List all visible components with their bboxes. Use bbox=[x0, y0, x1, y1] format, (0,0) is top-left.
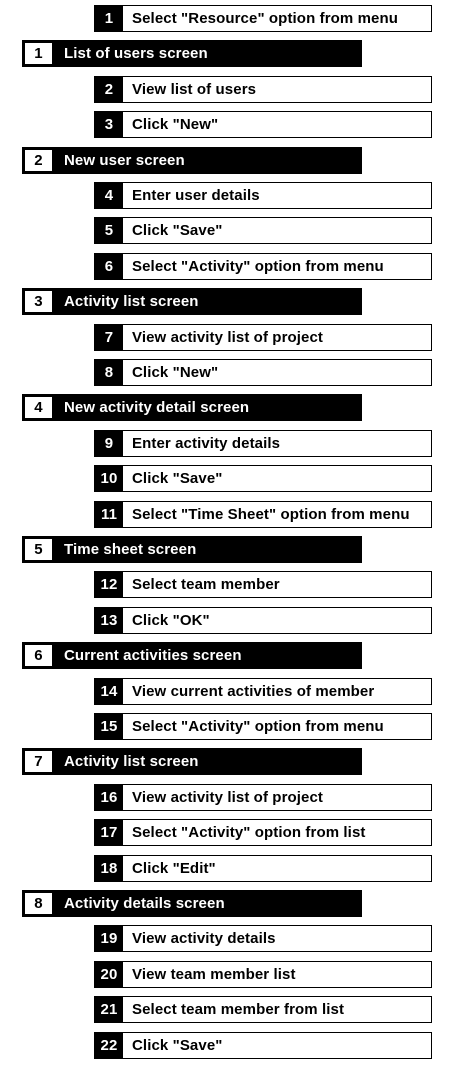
step-number: 1 bbox=[95, 6, 123, 31]
step-label: Select team member bbox=[132, 576, 280, 593]
step-label: View activity list of project bbox=[132, 789, 324, 806]
screen-number: 3 bbox=[25, 291, 52, 312]
step-label: Select team member from list bbox=[132, 1001, 345, 1018]
screen-box bbox=[22, 890, 362, 917]
step-label: Click "New" bbox=[132, 364, 219, 381]
step-label: View list of users bbox=[132, 81, 257, 98]
step-number: 8 bbox=[95, 360, 123, 385]
step-label: View current activities of member bbox=[132, 683, 375, 700]
step-box bbox=[94, 430, 432, 457]
screen-box bbox=[22, 394, 362, 421]
step-box bbox=[94, 76, 432, 103]
screen-label: Activity list screen bbox=[64, 293, 199, 310]
step-box bbox=[94, 465, 432, 492]
step-box bbox=[94, 571, 432, 598]
screen-number: 6 bbox=[25, 645, 52, 666]
step-box bbox=[94, 5, 432, 32]
screen-label: New user screen bbox=[64, 152, 185, 169]
screen-number: 7 bbox=[25, 751, 52, 772]
step-number: 7 bbox=[95, 325, 123, 350]
step-box bbox=[94, 961, 432, 988]
step-number: 4 bbox=[95, 183, 123, 208]
screen-box bbox=[22, 748, 362, 775]
step-number: 2 bbox=[95, 77, 123, 102]
step-label: Select "Activity" option from menu bbox=[132, 718, 384, 735]
step-box bbox=[94, 784, 432, 811]
step-number: 13 bbox=[95, 608, 123, 633]
step-number: 5 bbox=[95, 218, 123, 243]
step-number: 9 bbox=[95, 431, 123, 456]
step-label: Click "Save" bbox=[132, 470, 223, 487]
screen-label: Current activities screen bbox=[64, 647, 242, 664]
step-number: 19 bbox=[95, 926, 123, 951]
step-box bbox=[94, 111, 432, 138]
step-number: 15 bbox=[95, 714, 123, 739]
screen-label: Time sheet screen bbox=[64, 541, 197, 558]
screen-box bbox=[22, 147, 362, 174]
step-box bbox=[94, 501, 432, 528]
step-label: View activity list of project bbox=[132, 329, 324, 346]
step-label: Select "Activity" option from menu bbox=[132, 258, 384, 275]
step-box bbox=[94, 1032, 432, 1059]
step-number: 22 bbox=[95, 1033, 123, 1058]
screen-label: New activity detail screen bbox=[64, 399, 250, 416]
step-box bbox=[94, 253, 432, 280]
step-number: 16 bbox=[95, 785, 123, 810]
step-label: Click "Edit" bbox=[132, 860, 216, 877]
screen-number: 5 bbox=[25, 539, 52, 560]
step-number: 12 bbox=[95, 572, 123, 597]
step-label: Select "Resource" option from menu bbox=[132, 10, 399, 27]
screen-number: 4 bbox=[25, 397, 52, 418]
screen-box bbox=[22, 288, 362, 315]
step-box bbox=[94, 359, 432, 386]
screen-label: Activity details screen bbox=[64, 895, 225, 912]
step-number: 20 bbox=[95, 962, 123, 987]
step-number: 3 bbox=[95, 112, 123, 137]
step-box bbox=[94, 607, 432, 634]
step-number: 11 bbox=[95, 502, 123, 527]
step-label: Select "Time Sheet" option from menu bbox=[132, 506, 410, 523]
step-label: Click "New" bbox=[132, 116, 219, 133]
step-label: Enter user details bbox=[132, 187, 260, 204]
step-box bbox=[94, 925, 432, 952]
step-number: 21 bbox=[95, 997, 123, 1022]
step-box bbox=[94, 819, 432, 846]
step-label: Enter activity details bbox=[132, 435, 281, 452]
step-label: Click "OK" bbox=[132, 612, 210, 629]
step-box bbox=[94, 855, 432, 882]
screen-label: Activity list screen bbox=[64, 753, 199, 770]
screen-number: 8 bbox=[25, 893, 52, 914]
step-label: View team member list bbox=[132, 966, 296, 983]
screen-box bbox=[22, 642, 362, 669]
step-box bbox=[94, 996, 432, 1023]
screen-box bbox=[22, 536, 362, 563]
step-label: View activity details bbox=[132, 930, 276, 947]
step-box bbox=[94, 324, 432, 351]
step-number: 14 bbox=[95, 679, 123, 704]
step-number: 17 bbox=[95, 820, 123, 845]
step-box bbox=[94, 217, 432, 244]
step-box bbox=[94, 713, 432, 740]
screen-box bbox=[22, 40, 362, 67]
step-number: 6 bbox=[95, 254, 123, 279]
step-box bbox=[94, 182, 432, 209]
step-number: 18 bbox=[95, 856, 123, 881]
screen-number: 2 bbox=[25, 150, 52, 171]
screen-label: List of users screen bbox=[64, 45, 208, 62]
step-number: 10 bbox=[95, 466, 123, 491]
step-label: Click "Save" bbox=[132, 1037, 223, 1054]
step-box bbox=[94, 678, 432, 705]
step-label: Select "Activity" option from list bbox=[132, 824, 366, 841]
screen-number: 1 bbox=[25, 43, 52, 64]
step-label: Click "Save" bbox=[132, 222, 223, 239]
